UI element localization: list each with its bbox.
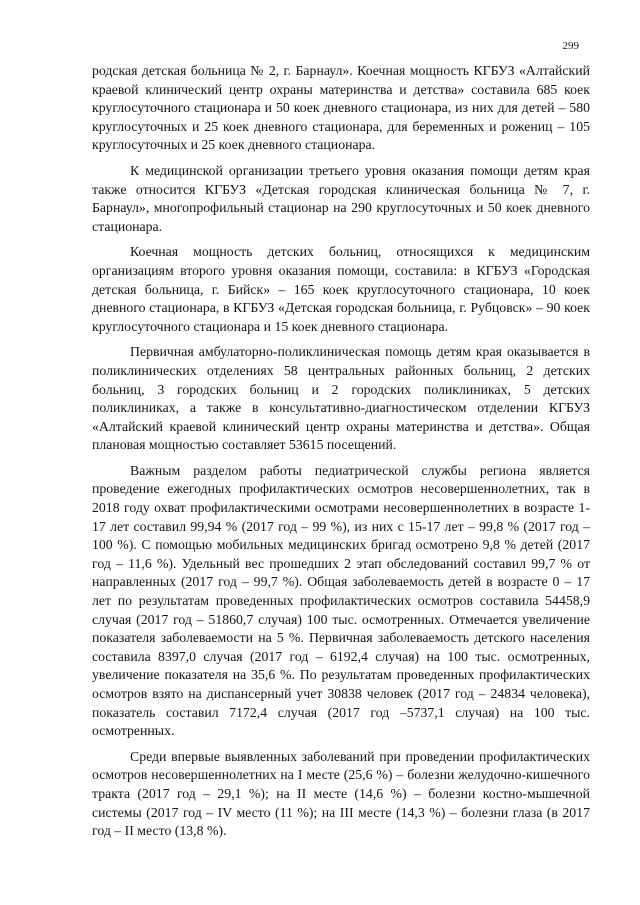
paragraph-detected-diseases: Среди впервые выявленных заболеваний при проведении профилактических осмотров несовершеннолетних на I месте (25,6 %) – болезни желудочно-кишечного тракта (2017 год – 29,1 %); на II месте (14,6 %) – болезни костно-мышечной системы (2017 год – IV место (11 %); на III месте (14,3 %) – болезни глаза (в 2017 год – II место (13,8 %). [92, 748, 590, 839]
paragraph-continuation: родская детская больница № 2, г. Барнаул». Коечная мощность КГБУЗ «Алтайский краевой клинический центр охраны материнства и детства» составила 685 коек круглосуточного стационара и 50 коек дневного стационара, из них для детей – 580 круглосуточных и 25 коек дневного стационара, для беременных и рожениц – 105 круглосуточных и 25 коек дневного стационара. [92, 63, 590, 153]
paragraph-outpatient-care: Первичная амбулаторно-поликлиническая помощь детям края оказывается в поликлинических отделениях 58 центральных районных больниц, 2 детских больниц, 3 городских больниц и 2 городских поликлиниках, 5 детских поликлиниках, а также в консультативно-диагностическом отделении КГБУЗ «Алтайский краевой клинический центр охраны материнства и детства». Общая плановая мощностью составляет 53615 посещений. [92, 344, 590, 453]
page-body [92, 62, 590, 848]
paragraph-preventive-exams: Важным разделом работы педиатрической службы региона является проведение ежегодных профилактических осмотров несовершеннолетних, так в 2018 году охват профилактическими осмотрами несовершеннолетних в возрасте 1-17 лет составил 99,94 % (2017 год – 99 %), из них с 15-17 лет – 99,8 % (2017 год – 100 %). С помощью мобильных медицинских бригад осмотрено 9,8 % детей (2017 год – 11,6 %). Удельный вес прошедших 2 этап обследований составил 99,7 % от направленных (2017 год – 99,7 %). Общая заболеваемость детей в возрасте 0 – 17 лет по результатам проведенных профилактических осмотров составила 54458,9 случая (2017 год – 51860,7 случая) 100 тыс. осмотренных. Отмечается увеличение показателя заболеваемости на 5 %. Первичная заболеваемость детского населения составила 8397,0 случая (2017 год – 6192,4 случая) на 100 тыс. осмотренных, увеличение показателя на 35,6 %. По результатам проведенных профилактических осмотров взято на диспансерный учет 30838 человек (2017 год – 24834 человека), показатель составил 7172,4 случая (2017 год –5737,1 случая) на 100 тыс. осмотренных. [92, 462, 590, 739]
page-number: 299 [562, 40, 579, 52]
paragraph-third-level-hospital: К медицинской организации третьего уровня оказания помощи детям края также относится КГБУЗ «Детская городская клиническая больница № 7, г. Барнаул», многопрофильный стационар на 290 круглосуточных и 50 коек дневного стационара. [92, 162, 590, 234]
paragraph-bed-capacity: Коечная мощность детских больниц, относящихся к медицинским организациям второго уровня оказания помощи, составила: в КГБУЗ «Городская детская больница, г. Бийск» – 165 коек круглосуточного стационара, 10 коек дневного стационара, в КГБУЗ «Детская городская больница, г. Рубцовск» – 90 коек круглосуточного стационара и 15 коек дневного стационара. [92, 244, 590, 334]
